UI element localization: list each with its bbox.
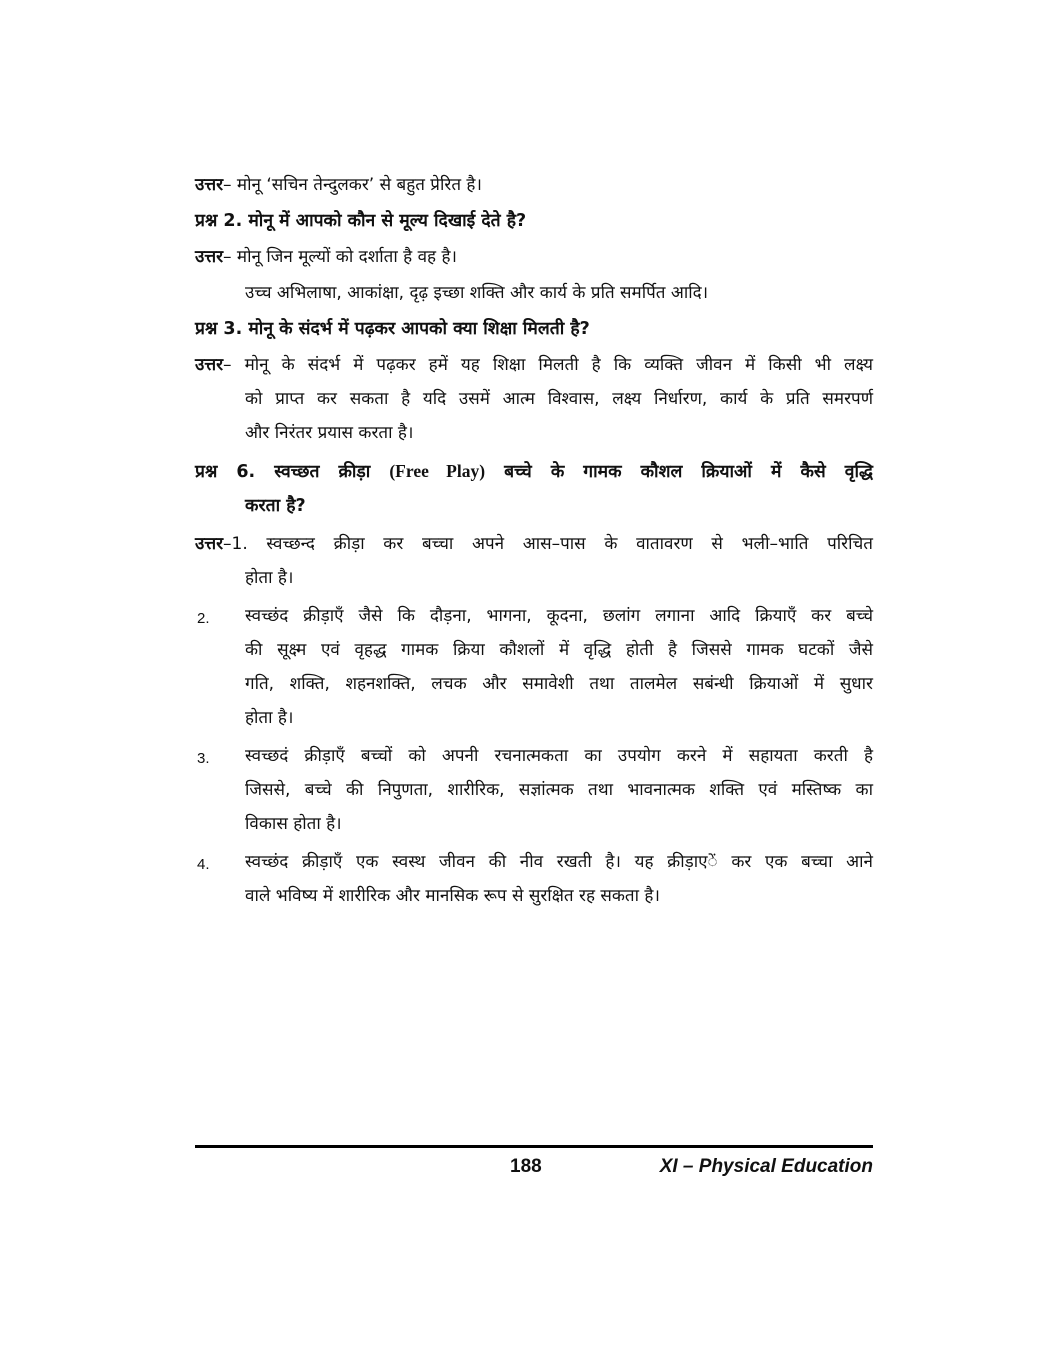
answer-6-point-1-line-1 (195, 527, 873, 561)
list-item-4-line-2: वाले भविष्य में शारीरिक और मानसिक रूप से सुरक्षित रह सकता है। (245, 886, 660, 906)
question-6-prefix: प्रश्न 6. स्वच्छत क्रीड़ा (195, 462, 371, 482)
question-2: प्रश्न 2. मोनू में आपको कौन से मूल्य दिखाई देते है? (195, 211, 527, 231)
list-item-3-line-3: विकास होता है। (245, 814, 342, 834)
answer-3-line-3: और निरंतर प्रयास करता है। (245, 423, 414, 443)
page-number: 188 (510, 1156, 542, 1177)
list-item-4-line-1: स्वच्छंद क्रीड़ाएँ एक स्वस्थ जीवन की नीव रखती है। यह क्रीड़ाएें कर एक बच्चा आने (245, 852, 873, 872)
answer-3-line-2: को प्राप्त कर सकता है यदि उसमें आत्म विश्वास, लक्ष्य निर्धारण, कार्य के प्रति समरपर्ण (245, 389, 873, 409)
question-6-latin: (Free Play) (389, 461, 486, 481)
answer-1 (195, 168, 873, 202)
footer-rule (195, 1145, 873, 1148)
list-item-3-line-2: जिससे, बच्चे की निपुणता, शारीरिक, सज्ञांत्मक तथा भावनात्मक शक्ति एवं मस्तिष्क का (245, 780, 873, 800)
answer-2-text: – मोनू जिन मूल्यों को दर्शाता है वह है। (223, 247, 457, 267)
book-title: XI – Physical Education (659, 1156, 873, 1177)
list-number: 3. (197, 750, 210, 767)
answer-1-text: – मोनू ‘सचिन तेन्दुलकर’ से बहुत प्रेरित है। (223, 175, 482, 195)
question-3: प्रश्न 3. मोनू के संदर्भ में पढ़कर आपको क्या शिक्षा मिलती है? (195, 319, 590, 339)
answer-2 (195, 240, 873, 274)
answer-6-point-1-line-2: होता है। (245, 568, 294, 588)
list-item-3-line-1: स्वच्छदं क्रीड़ाएँ बच्चों को अपनी रचनात्मकता का उपयोग करने में सहायता करती है (245, 746, 873, 766)
question-6-line-1 (195, 454, 873, 489)
question-6-line-2: करता है? (245, 496, 306, 516)
list-item-2-line-3: गति, शक्ति, शहनशक्ति, लचक और समावेशी तथा तालमेल सबंन्धी क्रियाओं में सुधार (245, 674, 873, 694)
answer-label: उत्तर (195, 534, 224, 554)
list-item-2-line-4: होता है। (245, 708, 294, 728)
list-item-2 (195, 599, 873, 735)
answer-3-line-1 (195, 348, 873, 382)
answer-6-point-1-text: –1. स्वच्छन्द क्रीड़ा कर बच्चा अपने आस–पास के वातावरण से भली–भाति परिचित (223, 534, 873, 554)
answer-label: उत्तर (195, 175, 224, 195)
answer-2-detail: उच्च अभिलाषा, आकांक्षा, दृढ़ इच्छा शक्ति और कार्य के प्रति समर्पित आदि। (245, 283, 709, 303)
answer-label: उत्तर (195, 247, 224, 267)
list-number: 2. (197, 610, 210, 627)
answer-3-text: – मोनू के संदर्भ में पढ़कर हमें यह शिक्षा मिलती है कि व्यक्ति जीवन में किसी भी लक्ष्य (223, 355, 873, 375)
list-item-2-line-1: स्वच्छंद क्रीड़ाएँ जैसे कि दौड़ना, भागना, कूदना, छलांग लगाना आदि क्रियाएँ कर बच्चे (245, 606, 873, 626)
list-item-2-line-2: की सूक्ष्म एवं वृहद्ध गामक क्रिया कौशलों में वृद्धि होती है जिससे गामक घटकों जैसे (245, 640, 873, 660)
list-number: 4. (197, 856, 210, 873)
page-body (195, 168, 873, 913)
list-item-3 (195, 739, 873, 841)
answer-label: उत्तर (195, 355, 224, 375)
list-item-4 (195, 845, 873, 913)
question-6-suffix: बच्चे के गामक कौशल क्रियाओं में कैसे वृद्धि (504, 462, 873, 482)
